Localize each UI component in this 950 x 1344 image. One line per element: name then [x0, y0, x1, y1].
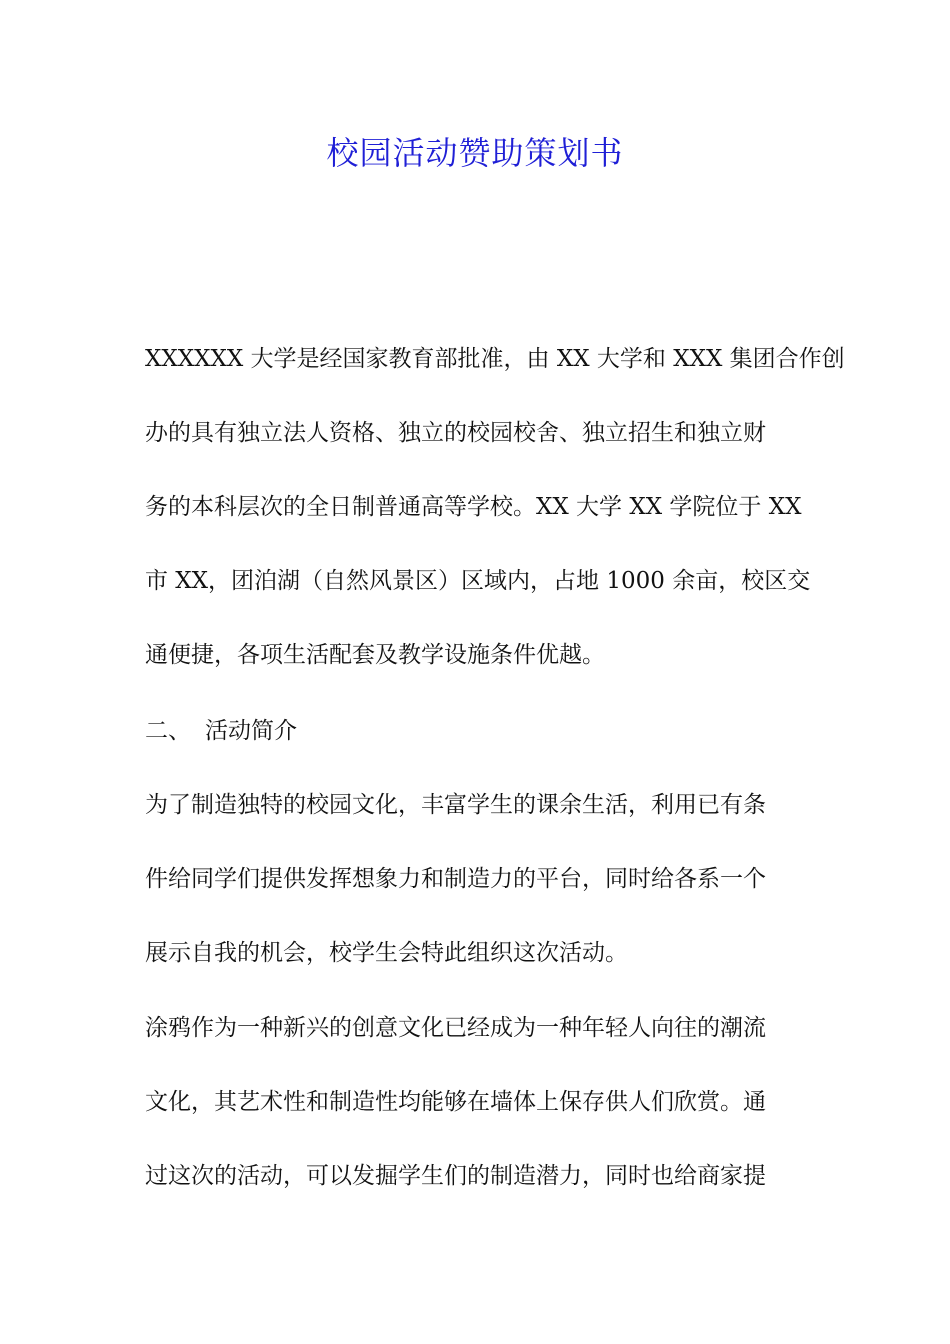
purpose-paragraph [145, 787, 810, 1009]
document-title: 校园活动赞助策划书 [326, 134, 624, 172]
text-line: 办的具有独立法人资格、独立的校园校舍、独立招生和独立财 [145, 420, 766, 446]
text-line: 件给同学们提供发挥想象力和制造力的平台，同时给各系一个 [145, 866, 766, 892]
text-line: 市 XX，团泊湖（自然风景区）区域内，占地 1000 余亩，校区交 [145, 568, 811, 594]
text-line: 展示自我的机会，校学生会特此组织这次活动。 [145, 940, 628, 966]
text-line: 为了制造独特的校园文化，丰富学生的课余生活，利用已有条 [145, 792, 766, 818]
text-line: 涂鸦作为一种新兴的创意文化已经成为一种年轻人向往的潮流 [145, 1015, 766, 1041]
section-title: 活动简介 [205, 718, 297, 744]
text-line: 务的本科层次的全日制普通高等学校。XX 大学 XX 学院位于 XX [145, 494, 802, 520]
text-line: XXXXXX 大学是经国家教育部批准，由 XX 大学和 XXX 集团合作创 [145, 346, 845, 372]
section-number: 二、 [145, 718, 191, 744]
graffiti-paragraph [145, 1010, 810, 1232]
text-line: 过这次的活动，可以发掘学生们的制造潜力，同时也给商家提 [145, 1163, 766, 1189]
text-line: 通便捷，各项生活配套及教学设施条件优越。 [145, 642, 605, 668]
text-line: 文化，其艺术性和制造性均能够在墙体上保存供人们欣赏。通 [145, 1089, 766, 1115]
section-heading-2 [145, 713, 810, 750]
intro-paragraph [145, 341, 845, 711]
